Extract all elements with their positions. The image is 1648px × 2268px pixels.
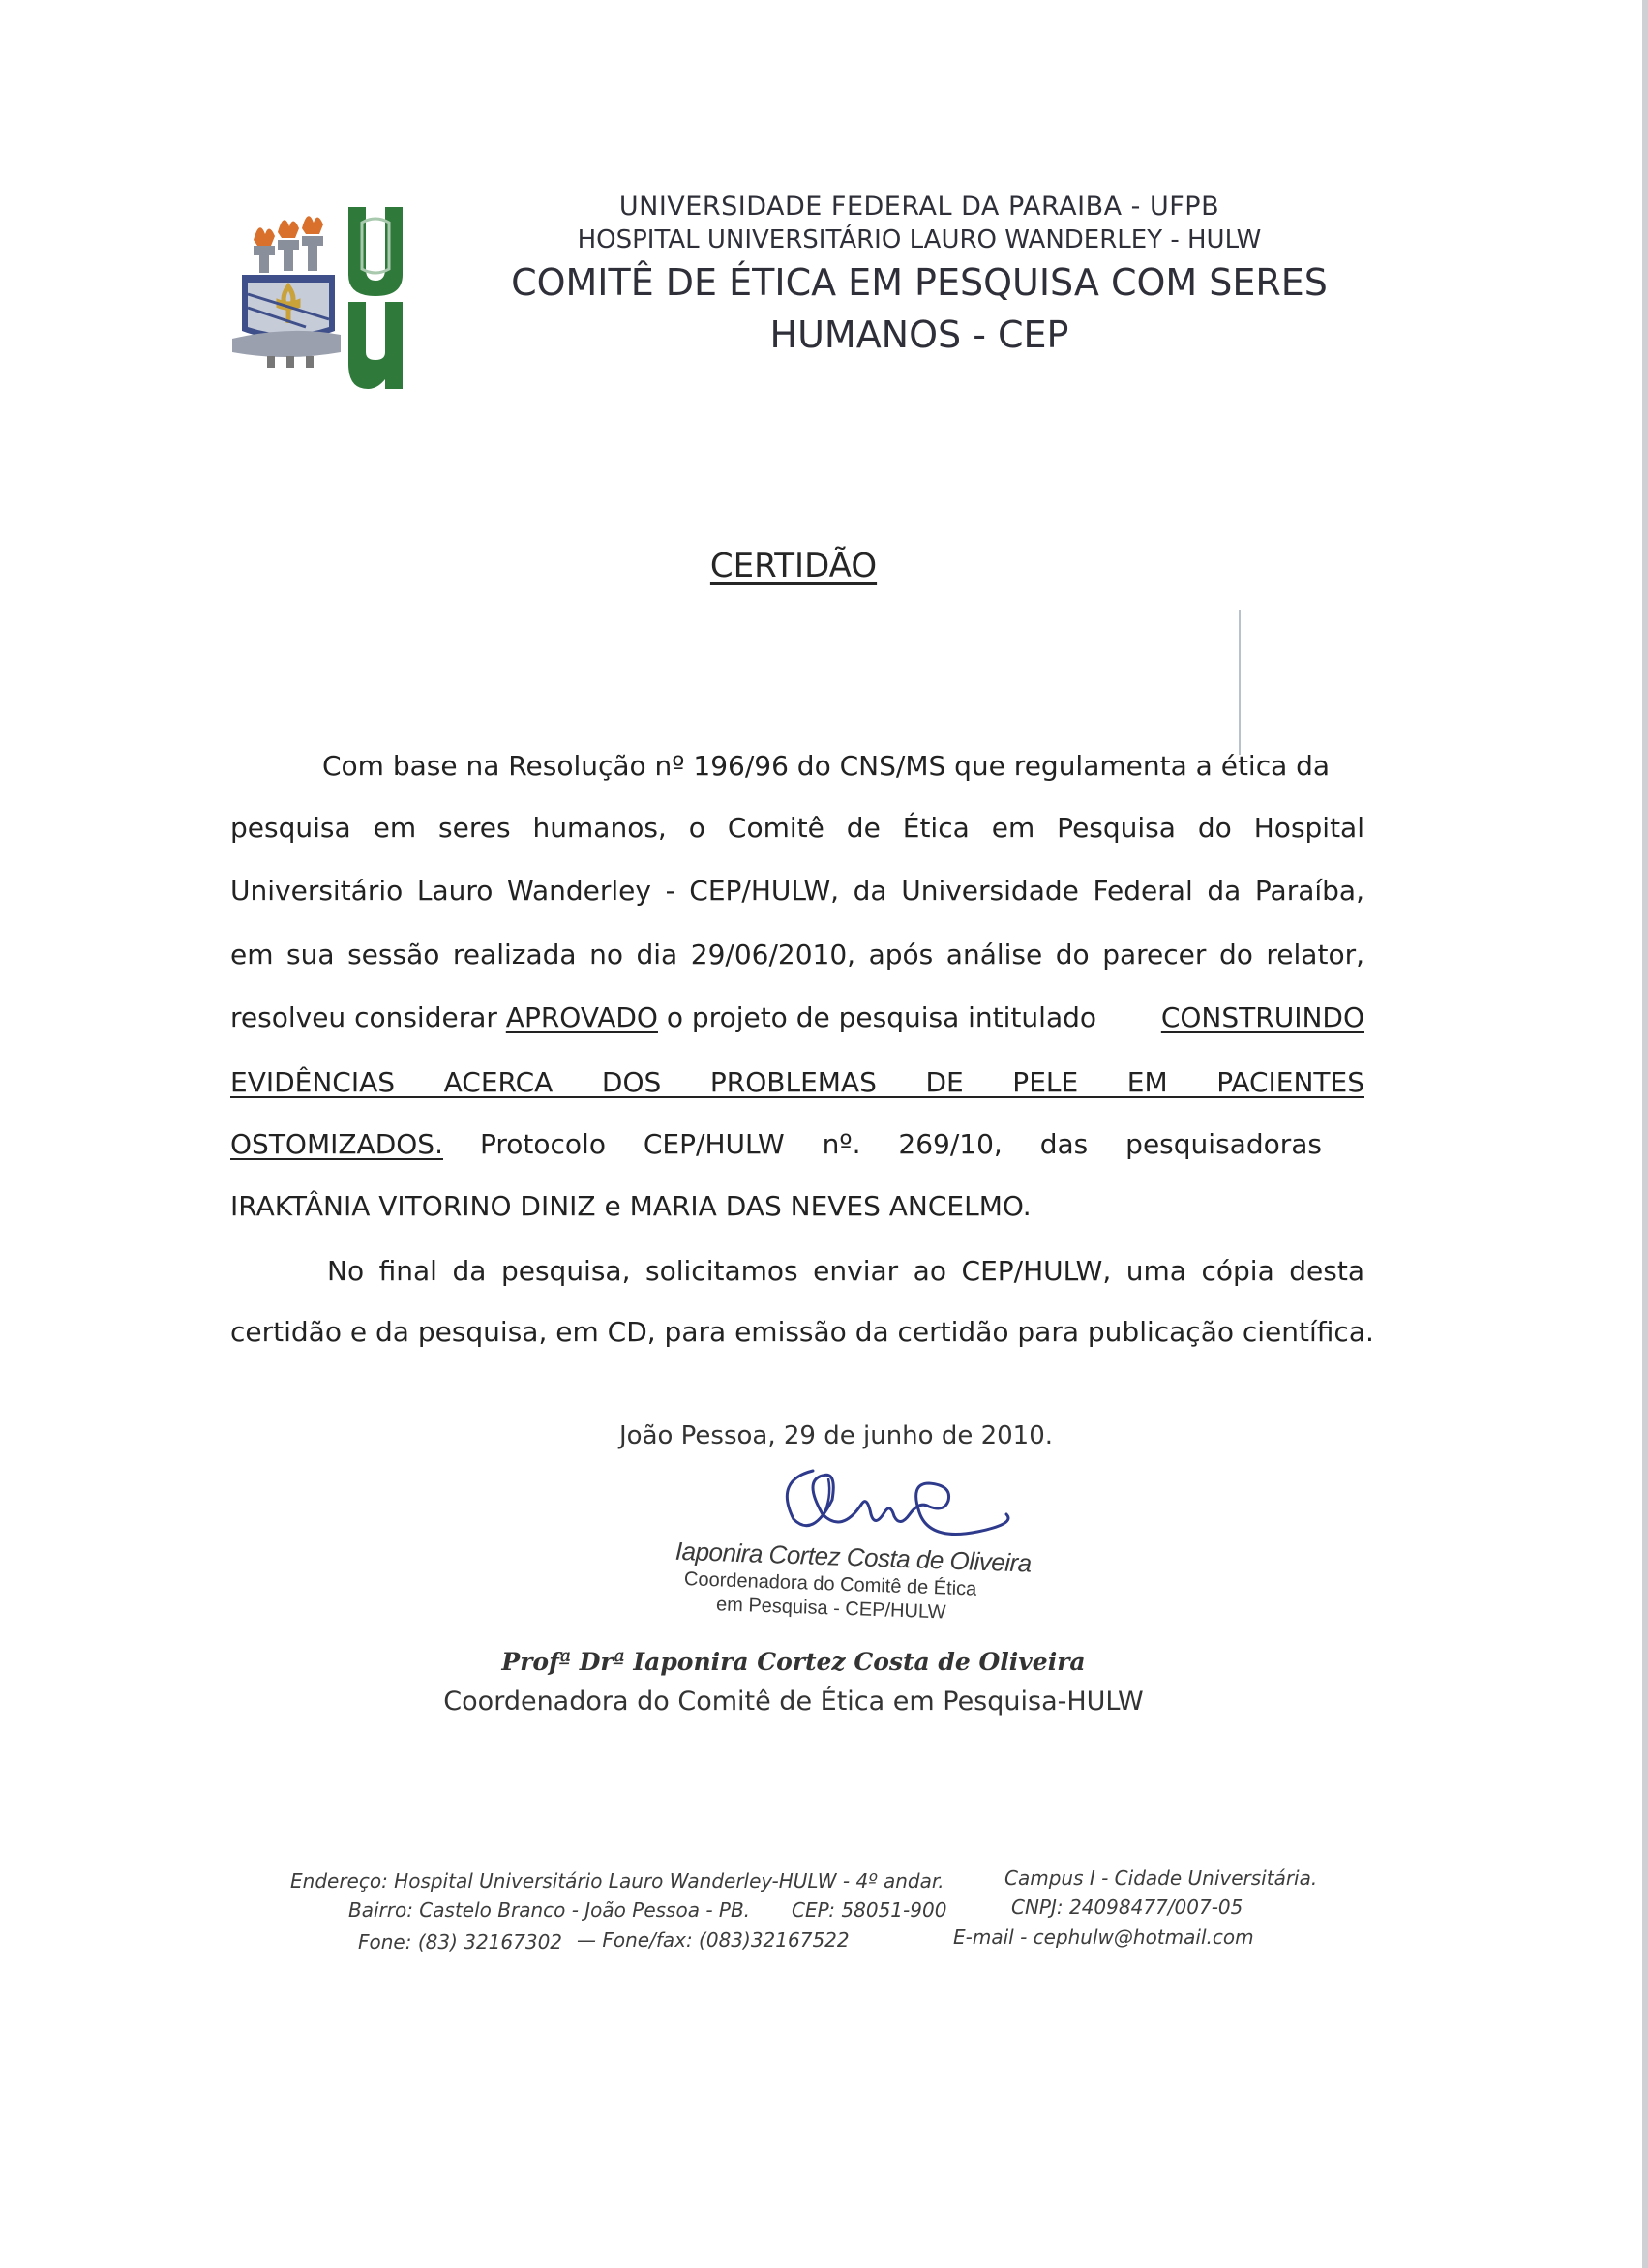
document-title: CERTIDÃO — [709, 547, 878, 585]
footer-cnpj: CNPJ: 24098477/007-05 — [1011, 1895, 1243, 1919]
ufpb-hulw-logo — [225, 194, 447, 397]
official-stamp — [674, 1536, 1033, 1627]
body-line-5-middle: o projeto de pesquisa intitulado — [657, 1001, 1096, 1033]
body-line-3: Universitário Lauro Wanderley - CEP/HULW, da Universidade Federal da Paraíba, — [230, 875, 1364, 907]
letterhead-university: UNIVERSIDADE FEDERAL DA PARAIBA - UFPB — [618, 192, 1220, 222]
document-date: João Pessoa, 29 de junho de 2010. — [619, 1421, 1054, 1450]
scan-edge — [1642, 0, 1648, 2268]
body-line-7 — [230, 1128, 1364, 1160]
footer-email: E-mail - cephulw@hotmail.com — [953, 1925, 1254, 1949]
footer-fax: — Fone/fax: (083)32167522 — [577, 1928, 850, 1952]
body-line-1: Com base na Resolução nº 196/96 do CNS/MS que regulamenta a ética da — [322, 750, 1331, 782]
stamp-name: Iaponira Cortez Costa de Oliveira — [674, 1536, 1033, 1578]
protocol-text: Protocolo CEP/HULW nº. 269/10, das pesquisadoras — [479, 1128, 1322, 1160]
body-p2-line-1: No final da pesquisa, solicitamos enviar ao CEP/HULW, uma cópia desta — [327, 1255, 1364, 1287]
body-line-5-start: resolveu considerar — [230, 1001, 506, 1033]
signatory-role: Coordenadora do Comitê de Ética em Pesquisa-HULW — [443, 1686, 1144, 1716]
project-title-part1: CONSTRUINDO — [1160, 1001, 1364, 1033]
letterhead-committee-line1: COMITÊ DE ÉTICA EM PESQUISA COM SERES — [511, 261, 1328, 304]
handwritten-signature — [774, 1461, 1055, 1548]
stamp-role-line2: em Pesquisa - CEP/HULW — [715, 1594, 946, 1624]
footer-bairro: Bairro: Castelo Branco - João Pessoa - PB. — [348, 1898, 751, 1922]
footer-address: Endereço: Hospital Universitário Lauro Wanderley-HULW - 4º andar. — [290, 1869, 944, 1893]
project-title-part3: OSTOMIZADOS. — [230, 1128, 443, 1160]
project-title-part2: EVIDÊNCIAS ACERCA DOS PROBLEMAS DE PELE EM PACIENTES — [230, 1066, 1364, 1098]
footer-phone: Fone: (83) 32167302 — [358, 1930, 563, 1954]
researchers-line: IRAKTÂNIA VITORINO DINIZ e MARIA DAS NEVES ANCELMO. — [230, 1190, 1032, 1222]
body-line-4: em sua sessão realizada no dia 29/06/2010, após análise do parecer do relator, — [230, 939, 1364, 970]
scan-artifact-line — [1239, 610, 1241, 755]
letterhead-committee-line2: HUMANOS - CEP — [769, 313, 1069, 356]
body-line-5 — [230, 1001, 1364, 1033]
body-line-2: pesquisa em seres humanos, o Comitê de Ética em Pesquisa do Hospital — [230, 812, 1364, 844]
stamp-role-line1: Coordenadora do Comitê de Ética — [683, 1568, 977, 1600]
body-p2-line-2: certidão e da pesquisa, em CD, para emissão da certidão para publicação científica. — [230, 1316, 1374, 1348]
footer-cep: CEP: 58051-900 — [792, 1898, 947, 1922]
footer-campus: Campus I - Cidade Universitária. — [1004, 1866, 1318, 1890]
letterhead-hospital: HOSPITAL UNIVERSITÁRIO LAURO WANDERLEY - HULW — [577, 225, 1262, 254]
signatory-name: Profª Drª Iaponira Cortez Costa de Oliveira — [501, 1648, 1086, 1676]
approved-status: APROVADO — [505, 1001, 658, 1033]
